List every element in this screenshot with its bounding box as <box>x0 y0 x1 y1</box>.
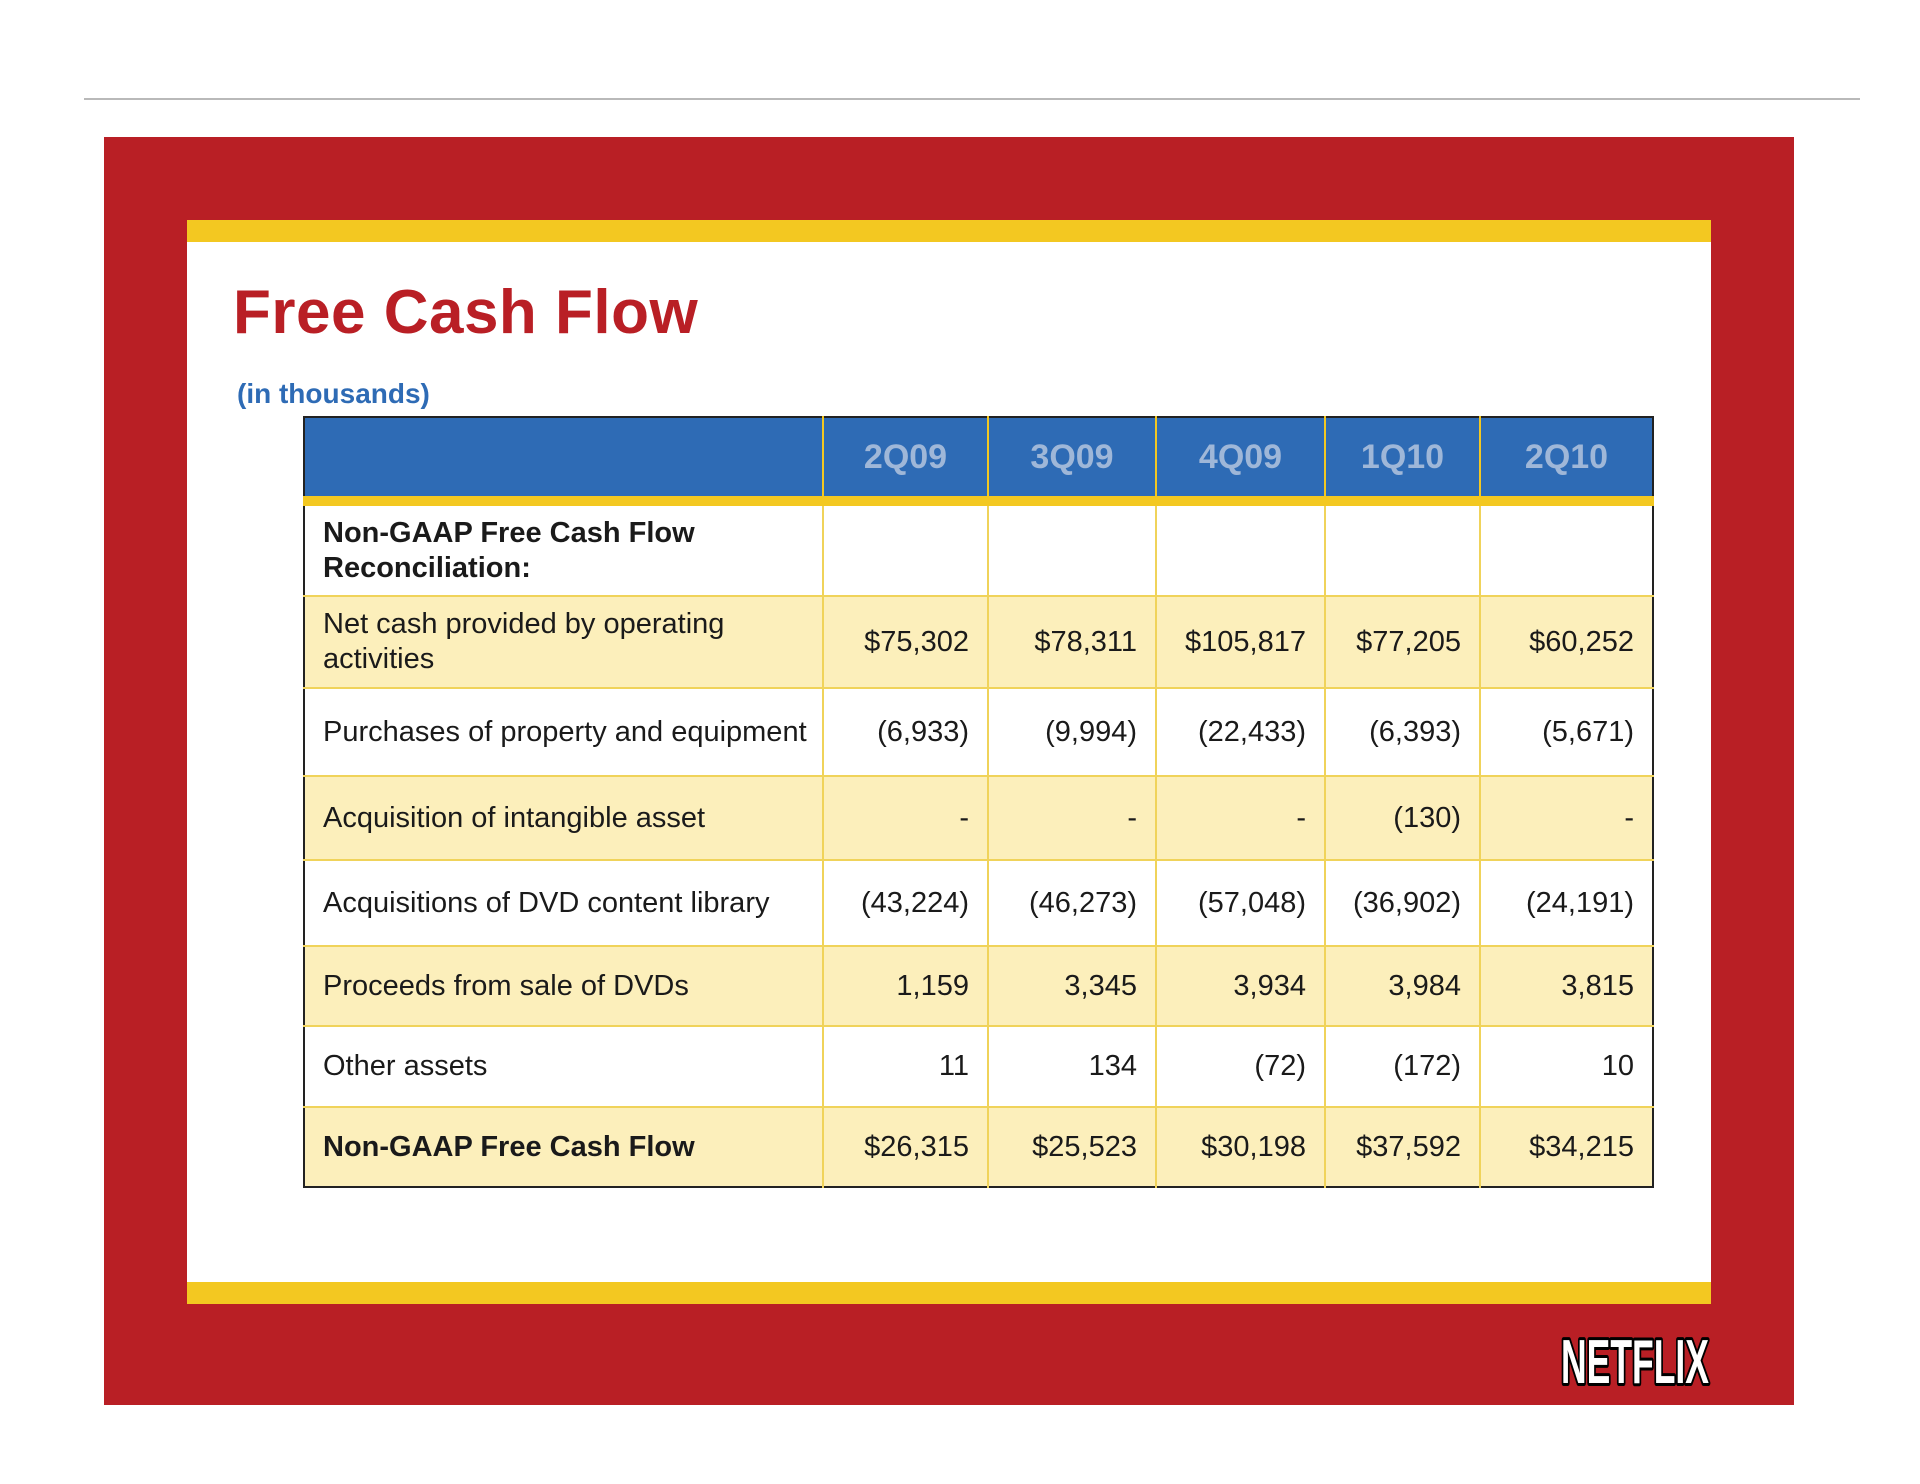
slide-frame <box>104 137 1794 1405</box>
table-cell: (130) <box>1325 776 1480 860</box>
table-cell: $26,315 <box>823 1107 988 1187</box>
table-header-row <box>304 417 1653 501</box>
table-cell: 3,345 <box>988 946 1156 1026</box>
table-cell: (36,902) <box>1325 860 1480 946</box>
slide-subtitle: (in thousands) <box>237 378 430 409</box>
table-cell: $25,523 <box>988 1107 1156 1187</box>
table-cell: (43,224) <box>823 860 988 946</box>
row-label: Acquisition of intangible asset <box>304 776 823 860</box>
table-cell: 3,934 <box>1156 946 1325 1026</box>
column-header: 2Q09 <box>823 417 988 501</box>
table-cell: 10 <box>1480 1026 1653 1107</box>
table-cell: (22,433) <box>1156 688 1325 776</box>
table-cell: (46,273) <box>988 860 1156 946</box>
row-label: Purchases of property and equipment <box>304 688 823 776</box>
table-row <box>304 776 1653 860</box>
table-cell: 1,159 <box>823 946 988 1026</box>
table-row <box>304 946 1653 1026</box>
table-cell: - <box>823 776 988 860</box>
row-label: Non-GAAP Free Cash Flow <box>304 1107 823 1187</box>
bottom-accent-band <box>187 1282 1711 1304</box>
logo-outline-text: NETFLIX <box>1561 1328 1709 1390</box>
row-label: Acquisitions of DVD content library <box>304 860 823 946</box>
top-accent-band <box>187 220 1711 242</box>
header-label-cell <box>304 417 823 501</box>
table-cell: $34,215 <box>1480 1107 1653 1187</box>
table-cell: (172) <box>1325 1026 1480 1107</box>
table-cell <box>988 501 1156 596</box>
table-cell: - <box>1480 776 1653 860</box>
table-cell: (24,191) <box>1480 860 1653 946</box>
table-cell <box>1325 501 1480 596</box>
table-row <box>304 1107 1653 1187</box>
table-cell: (6,393) <box>1325 688 1480 776</box>
table-row <box>304 860 1653 946</box>
table-cell: 3,815 <box>1480 946 1653 1026</box>
table-cell <box>1480 501 1653 596</box>
table-cell: (6,933) <box>823 688 988 776</box>
table-cell: (9,994) <box>988 688 1156 776</box>
table-cell: 134 <box>988 1026 1156 1107</box>
free-cash-flow-table <box>303 416 1654 1188</box>
table-cell: (57,048) <box>1156 860 1325 946</box>
table-cell: $75,302 <box>823 596 988 688</box>
logo-text: NETFLIX <box>1561 1328 1709 1390</box>
table-cell <box>823 501 988 596</box>
table-cell: $77,205 <box>1325 596 1480 688</box>
table-cell: (5,671) <box>1480 688 1653 776</box>
table-cell: (72) <box>1156 1026 1325 1107</box>
table-row <box>304 688 1653 776</box>
table-row <box>304 501 1653 596</box>
table-cell: $78,311 <box>988 596 1156 688</box>
table-cell: $105,817 <box>1156 596 1325 688</box>
table-row <box>304 1026 1653 1107</box>
slide-content-panel <box>187 220 1711 1304</box>
table-cell: - <box>1156 776 1325 860</box>
row-label: Proceeds from sale of DVDs <box>304 946 823 1026</box>
column-header: 4Q09 <box>1156 417 1325 501</box>
column-header: 3Q09 <box>988 417 1156 501</box>
table-cell: $60,252 <box>1480 596 1653 688</box>
table-cell: 11 <box>823 1026 988 1107</box>
column-header: 1Q10 <box>1325 417 1480 501</box>
column-header: 2Q10 <box>1480 417 1653 501</box>
table-cell: - <box>988 776 1156 860</box>
table-cell <box>1156 501 1325 596</box>
row-label: Net cash provided by operating activities <box>304 596 823 688</box>
slide-title: Free Cash Flow <box>233 278 699 347</box>
table-cell: 3,984 <box>1325 946 1480 1026</box>
table-cell: $30,198 <box>1156 1107 1325 1187</box>
top-divider-rule <box>84 98 1860 100</box>
table-cell: $37,592 <box>1325 1107 1480 1187</box>
row-label: Other assets <box>304 1026 823 1107</box>
row-label: Non-GAAP Free Cash Flow Reconciliation: <box>304 501 823 596</box>
netflix-logo <box>1556 1322 1716 1390</box>
table-row <box>304 596 1653 688</box>
